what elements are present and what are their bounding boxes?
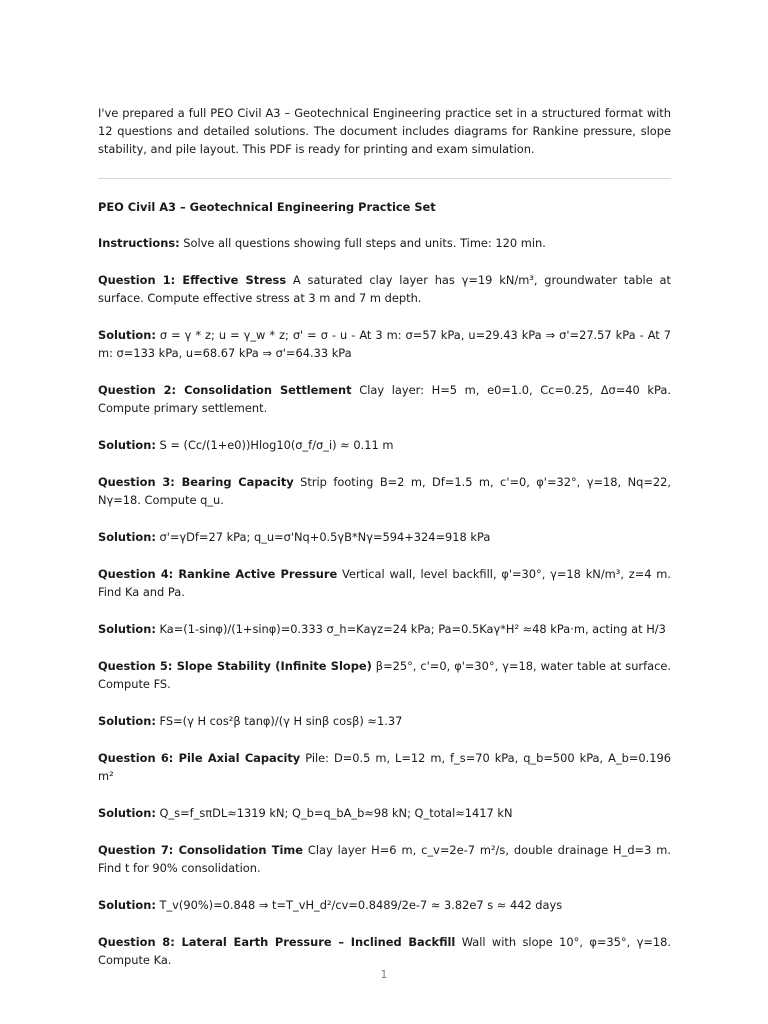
solution-paragraph — [98, 528, 671, 546]
question-label: Question 2: Consolidation Settlement — [98, 383, 352, 397]
solution-text: σ'=γDf=27 kPa; q_u=σ'Nq+0.5γB*Nγ=594+324=918 kPa — [155, 530, 491, 544]
question-label: Question 5: Slope Stability (Infinite Slope) — [98, 659, 372, 673]
solution-text: σ = γ * z; u = γ_w * z; σ' = σ - u - At 3 m: σ=57 kPa, u=29.43 kPa ⇒ σ'=27.57 kPa - At 7 m: σ=133 kPa, u=68.67 kPa ⇒ σ'=64.33 kPa — [98, 328, 671, 360]
intro-paragraph: I've prepared a full PEO Civil A3 – Geotechnical Engineering practice set in a structured format with 12 questions and detailed solutions. The document includes diagrams for Rankine pressure, slope stability, and pile layout. This PDF is ready for printing and exam simulation. — [98, 106, 671, 156]
solution-text: FS=(γ H cos²β tanφ)/(γ H sinβ cosβ) ≈1.37 — [155, 714, 403, 728]
instructions-paragraph — [98, 234, 671, 252]
question-label: Question 4: Rankine Active Pressure — [98, 567, 338, 581]
question-label: Question 1: Effective Stress — [98, 273, 287, 287]
solution-paragraph — [98, 326, 671, 362]
question-text: Clay layer: H=5 m, e0=1.0, Cc=0.25, Δσ=40 kPa. Compute primary settlement. — [98, 383, 671, 415]
solution-label: Solution: — [98, 530, 156, 544]
question-label: Question 8: Lateral Earth Pressure – Inclined Backfill — [98, 935, 456, 949]
document-page — [98, 104, 671, 988]
question-text: Wall with slope 10°, φ=35°, γ=18. Compute Ka. — [98, 935, 671, 967]
question-list — [98, 271, 671, 969]
question-text: β=25°, c'=0, φ'=30°, γ=18, water table at surface. Compute FS. — [98, 659, 671, 691]
question-text: Pile: D=0.5 m, L=12 m, f_s=70 kPa, q_b=500 kPa, A_b=0.196 m² — [98, 751, 671, 783]
question-label: Question 3: Bearing Capacity — [98, 475, 294, 489]
instructions-label: Instructions: — [98, 236, 180, 250]
solution-paragraph — [98, 620, 671, 638]
solution-paragraph — [98, 436, 671, 454]
solution-label: Solution: — [98, 714, 156, 728]
question-text: Strip footing B=2 m, Df=1.5 m, c'=0, φ'=32°, γ=18, Nq=22, Nγ=18. Compute q_u. — [98, 475, 671, 507]
question-paragraph — [98, 473, 671, 509]
solution-label: Solution: — [98, 898, 156, 912]
question-paragraph — [98, 381, 671, 417]
question-paragraph — [98, 271, 671, 307]
solution-label: Solution: — [98, 806, 156, 820]
question-text: Clay layer H=6 m, c_v=2e-7 m²/s, double drainage H_d=3 m. Find t for 90% consolidation. — [98, 843, 671, 875]
question-paragraph — [98, 933, 671, 969]
solution-text: Q_s=f_sπDL≈1319 kN; Q_b=q_bA_b≈98 kN; Q_total≈1417 kN — [155, 806, 513, 820]
instructions-text: Solve all questions showing full steps and units. Time: 120 min. — [179, 236, 546, 250]
question-paragraph — [98, 565, 671, 601]
solution-text: Ka=(1-sinφ)/(1+sinφ)=0.333 σ_h=Kaγz=24 kPa; Pa=0.5Kaγ*H² ≈48 kPa·m, acting at H/3 — [155, 622, 666, 636]
question-text: A saturated clay layer has γ=19 kN/m³, groundwater table at surface. Compute effective stress at 3 m and 7 m depth. — [98, 273, 671, 305]
document-title — [98, 198, 671, 216]
page-number: 1 — [380, 969, 388, 981]
solution-paragraph — [98, 712, 671, 730]
solution-text: S = (Cc/(1+e0))Hlog10(σ_f/σ_i) ≈ 0.11 m — [155, 438, 394, 452]
solution-paragraph — [98, 896, 671, 914]
document-title-text: PEO Civil A3 – Geotechnical Engineering Practice Set — [98, 200, 436, 214]
question-paragraph — [98, 749, 671, 785]
question-paragraph — [98, 841, 671, 877]
question-paragraph — [98, 657, 671, 693]
question-label: Question 7: Consolidation Time — [98, 843, 303, 857]
solution-label: Solution: — [98, 622, 156, 636]
solution-text: T_v(90%)=0.848 ⇒ t=T_vH_d²/cv=0.8489/2e-7 ≈ 3.82e7 s ≈ 442 days — [155, 898, 563, 912]
question-text: Vertical wall, level backfill, φ'=30°, γ=18 kN/m³, z=4 m. Find Ka and Pa. — [98, 567, 671, 599]
question-label: Question 6: Pile Axial Capacity — [98, 751, 301, 765]
solution-paragraph — [98, 804, 671, 822]
solution-label: Solution: — [98, 328, 156, 342]
section-divider — [98, 178, 671, 179]
solution-label: Solution: — [98, 438, 156, 452]
